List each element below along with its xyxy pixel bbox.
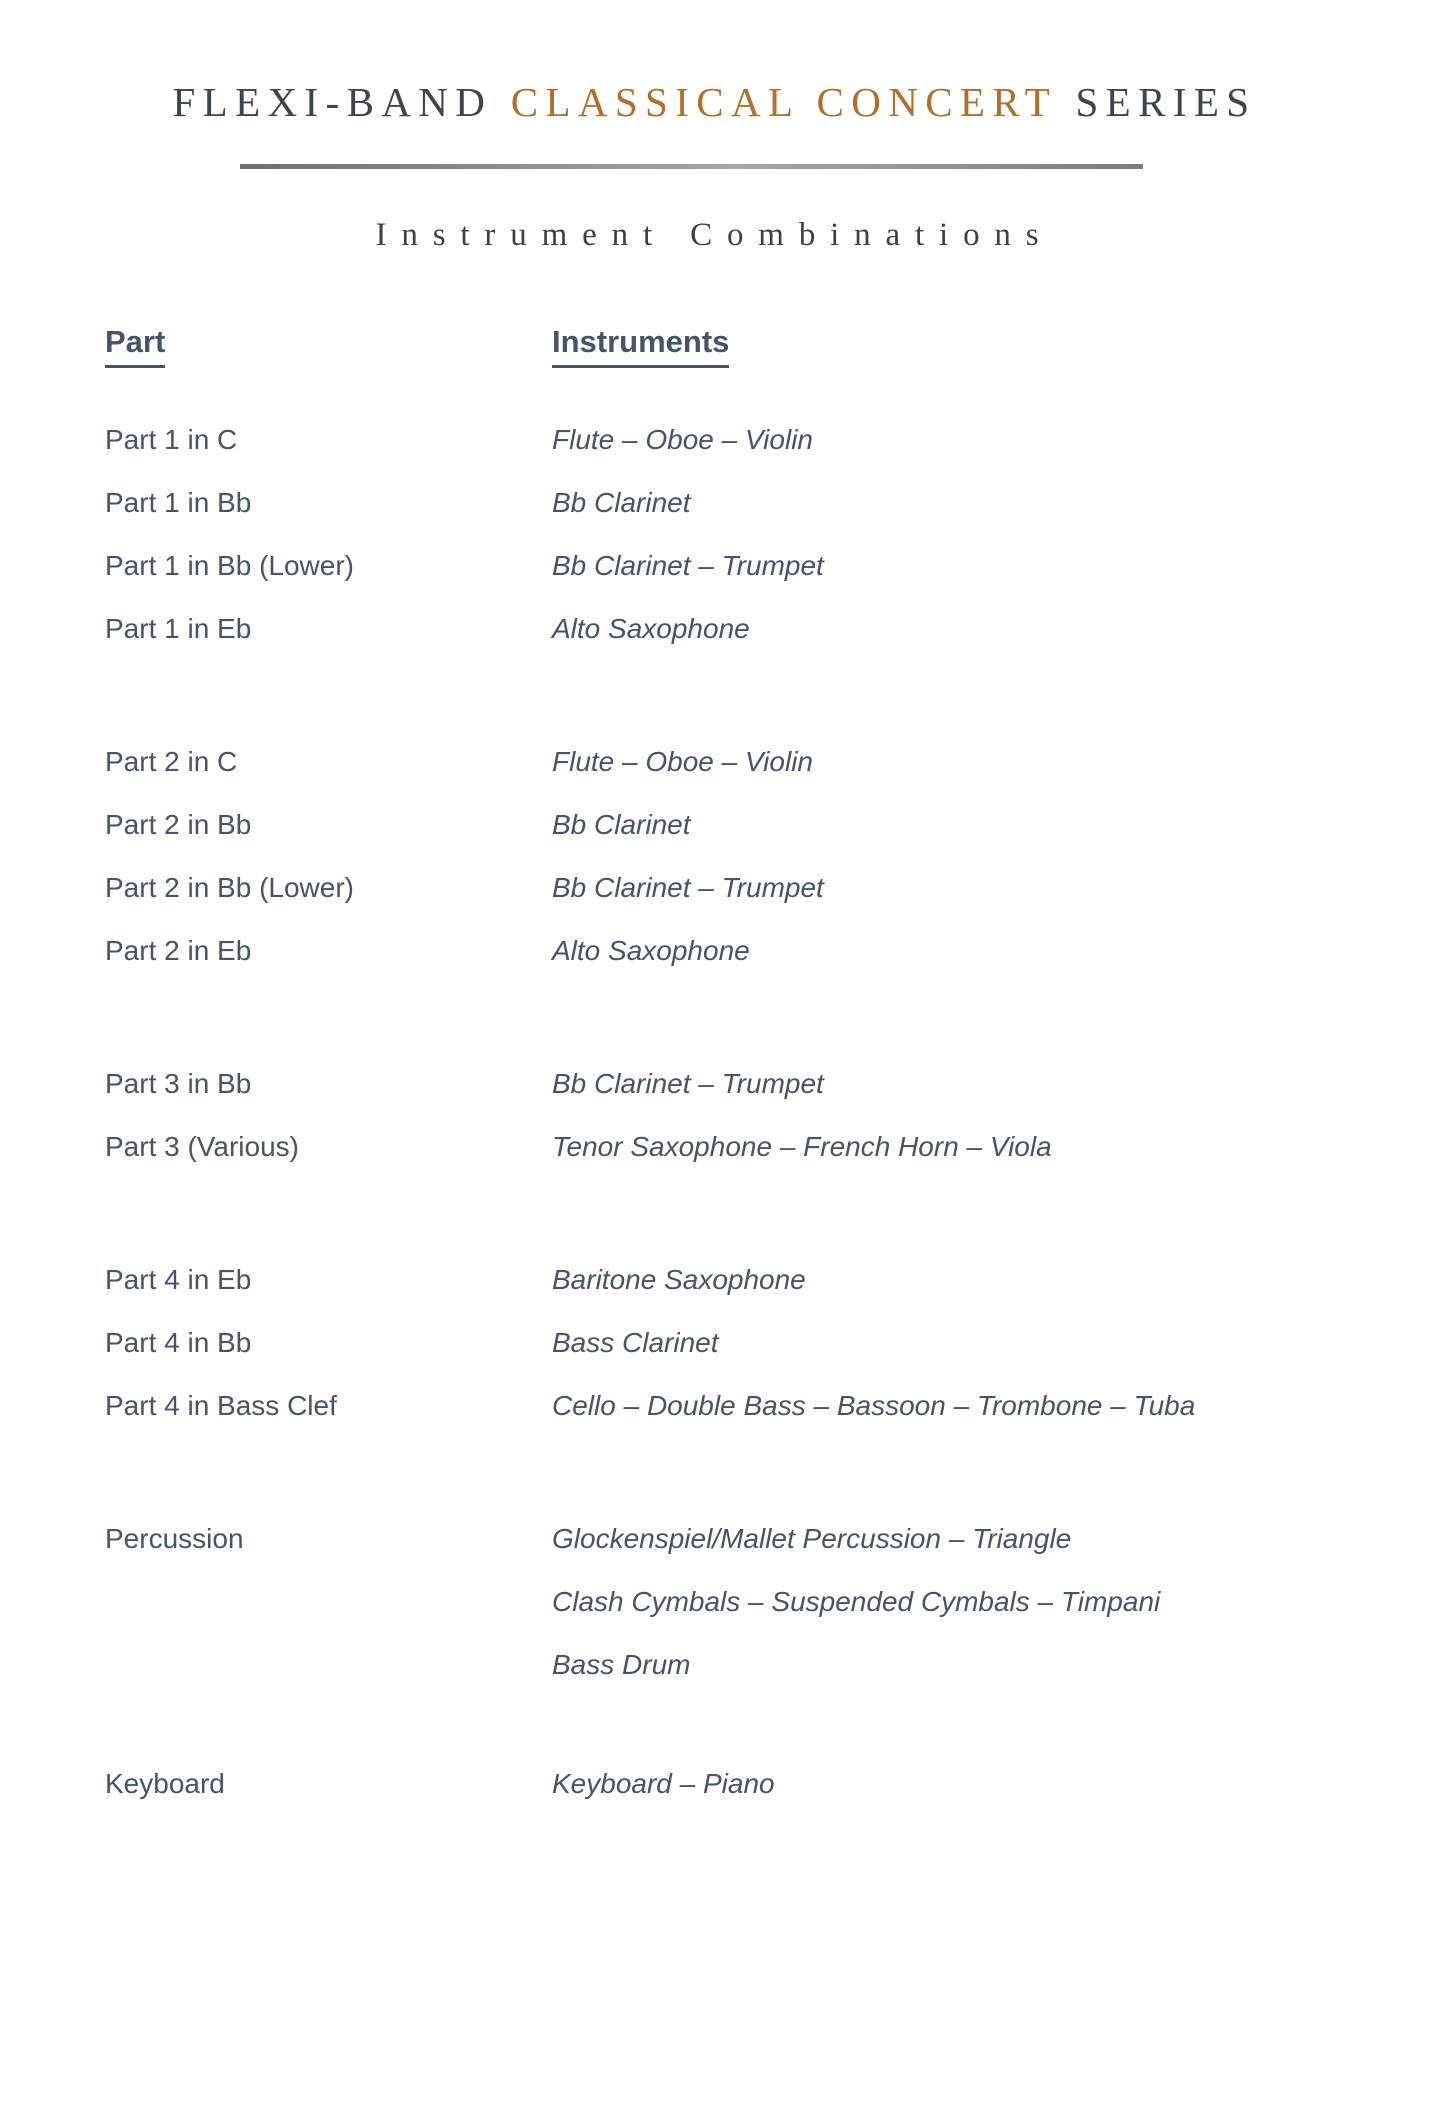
part-cell: Part 2 in C [105, 746, 238, 777]
part-cell: Part 2 in Bb (Lower) [105, 872, 354, 903]
part-cell: Part 1 in Eb [105, 613, 252, 644]
instruments-cell [552, 856, 1429, 919]
part-cell: Part 3 in Bb [105, 1068, 252, 1099]
instruments-line: Bass Clarinet [552, 1327, 719, 1358]
instruments-cell [552, 471, 1429, 534]
part-cell: Part 1 in Bb (Lower) [105, 550, 354, 581]
instrument-combinations-table [105, 324, 1429, 1815]
table-row [105, 856, 1429, 919]
page-subtitle: Instrument Combinations [375, 217, 1054, 253]
instruments-line: Bb Clarinet [552, 487, 691, 518]
page-title-trailing: SERIES [1075, 79, 1257, 125]
instruments-cell [552, 597, 1429, 660]
table-row [105, 1374, 1429, 1437]
page-title-leading: FLEXI-BAND [172, 79, 493, 125]
part-cell: Part 4 in Eb [105, 1264, 252, 1295]
table-row [105, 1311, 1429, 1374]
instruments-line: Bass Drum [552, 1649, 691, 1680]
instruments-cell [552, 1507, 1429, 1696]
table-row [105, 597, 1429, 660]
table-group [105, 408, 1429, 660]
instruments-line: Flute – Oboe – Violin [552, 424, 813, 455]
table-row [105, 1752, 1429, 1815]
part-cell: Part 1 in Bb [105, 487, 252, 518]
table-row [105, 1248, 1429, 1311]
title-divider [240, 164, 1143, 169]
table-group [105, 1507, 1429, 1696]
part-cell: Percussion [105, 1523, 244, 1554]
table-row [105, 1507, 1429, 1696]
instruments-line: Alto Saxophone [552, 613, 750, 644]
table-group [105, 1752, 1429, 1815]
page-title [0, 78, 1429, 126]
instruments-line: Glockenspiel/Mallet Percussion – Triangle [552, 1523, 1072, 1554]
instruments-line: Baritone Saxophone [552, 1264, 806, 1295]
table-row [105, 919, 1429, 982]
instruments-cell [552, 1052, 1429, 1115]
instruments-line: Cello – Double Bass – Bassoon – Trombone – Tuba [552, 1390, 1196, 1421]
part-cell: Part 4 in Bb [105, 1327, 252, 1358]
instruments-cell [552, 1752, 1429, 1815]
table-group [105, 730, 1429, 982]
table-group [105, 1052, 1429, 1178]
table-row [105, 1052, 1429, 1115]
instruments-line: Flute – Oboe – Violin [552, 746, 813, 777]
instruments-line: Bb Clarinet [552, 809, 691, 840]
instruments-cell [552, 793, 1429, 856]
page-title-accent: CLASSICAL CONCERT [510, 79, 1058, 125]
instruments-cell [552, 1311, 1429, 1374]
instruments-line: Clash Cymbals – Suspended Cymbals – Timpani [552, 1586, 1161, 1617]
part-cell: Part 1 in C [105, 424, 238, 455]
instruments-line: Bb Clarinet – Trumpet [552, 872, 824, 903]
instruments-cell [552, 534, 1429, 597]
instruments-line: Keyboard – Piano [552, 1768, 775, 1799]
part-cell: Keyboard [105, 1768, 225, 1799]
part-cell: Part 3 (Various) [105, 1131, 299, 1162]
instruments-line: Tenor Saxophone – French Horn – Viola [552, 1131, 1052, 1162]
table-row [105, 471, 1429, 534]
table-row [105, 534, 1429, 597]
table-body [105, 408, 1429, 1815]
table-row [105, 793, 1429, 856]
table-row [105, 408, 1429, 471]
instruments-cell [552, 1248, 1429, 1311]
part-cell: Part 4 in Bass Clef [105, 1390, 337, 1421]
instruments-cell [552, 730, 1429, 793]
table-row [105, 1115, 1429, 1178]
instruments-cell [552, 408, 1429, 471]
document-page [0, 78, 1429, 2126]
instruments-line: Bb Clarinet – Trumpet [552, 1068, 824, 1099]
instruments-cell [552, 919, 1429, 982]
column-header-instruments: Instruments [552, 324, 1429, 368]
table-row [105, 730, 1429, 793]
instruments-cell [552, 1115, 1429, 1178]
part-cell: Part 2 in Eb [105, 935, 252, 966]
instruments-line: Alto Saxophone [552, 935, 750, 966]
part-cell: Part 2 in Bb [105, 809, 252, 840]
table-header-row [105, 324, 1429, 368]
instruments-line: Bb Clarinet – Trumpet [552, 550, 824, 581]
instruments-cell [552, 1374, 1429, 1437]
table-group [105, 1248, 1429, 1437]
column-header-part: Part [105, 324, 552, 368]
